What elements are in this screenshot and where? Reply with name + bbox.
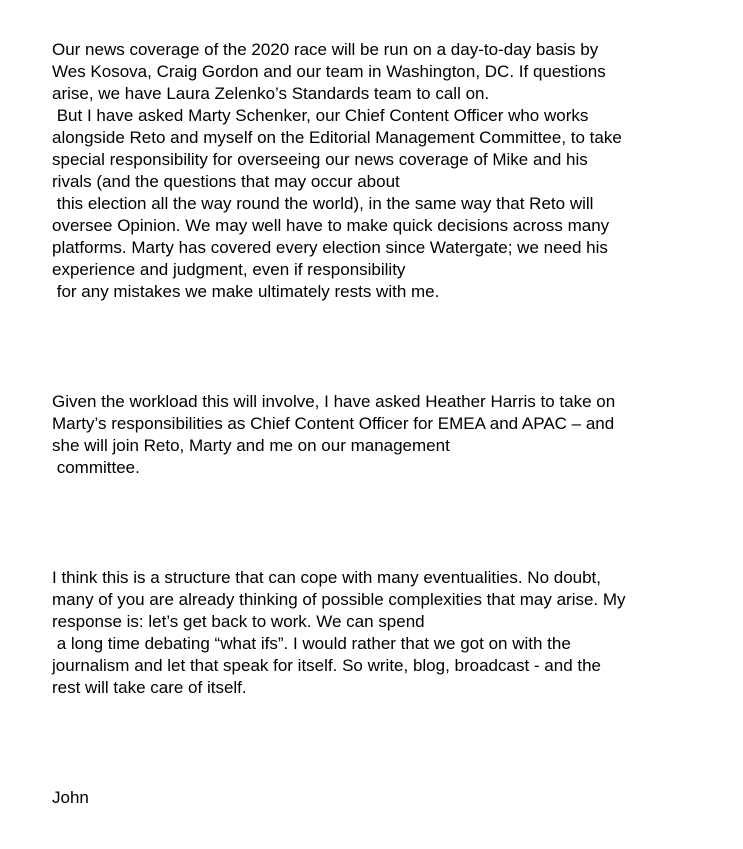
text-line: journalism and let that speak for itself. So write, blog, broadcast - and the (52, 656, 602, 675)
memo-document (52, 39, 732, 809)
paragraph-spacer (52, 479, 732, 567)
text-line: rest will take care of itself. (52, 678, 247, 697)
text-line: platforms. Marty has covered every election since Watergate; we need his (52, 238, 608, 257)
text-line: Marty’s responsibilities as Chief Content Officer for EMEA and APAC – and (52, 414, 615, 433)
text-line: this election all the way round the world), in the same way that Reto will (52, 194, 594, 213)
text-line: many of you are already thinking of possible complexities that may arise. My (52, 590, 626, 609)
text-line: I think this is a structure that can cope with many eventualities. No doubt, (52, 568, 602, 587)
text-line: a long time debating “what ifs”. I would rather that we got on with the (52, 634, 571, 653)
paragraph-structure (52, 567, 732, 699)
text-line: alongside Reto and myself on the Editorial Management Committee, to take (52, 128, 622, 147)
signature-block (52, 787, 732, 809)
text-line: Wes Kosova, Craig Gordon and our team in Washington, DC. If questions (52, 62, 606, 81)
text-line: rivals (and the questions that may occur about (52, 172, 400, 191)
text-line: Given the workload this will involve, I have asked Heather Harris to take on (52, 392, 616, 411)
paragraph-spacer (52, 699, 732, 787)
text-line: for any mistakes we make ultimately rests with me. (52, 282, 440, 301)
text-line: But I have asked Marty Schenker, our Chief Content Officer who works (52, 106, 589, 125)
text-line: response is: let’s get back to work. We can spend (52, 612, 425, 631)
text-line: she will join Reto, Marty and me on our management (52, 436, 450, 455)
text-line: special responsibility for overseeing our news coverage of Mike and his (52, 150, 588, 169)
text-line: Our news coverage of the 2020 race will be run on a day-to-day basis by (52, 40, 599, 59)
signature-name: John (52, 788, 89, 807)
paragraph-workload (52, 391, 732, 479)
text-line: experience and judgment, even if responsibility (52, 260, 406, 279)
text-line: arise, we have Laura Zelenko’s Standards team to call on. (52, 84, 490, 103)
paragraph-spacer (52, 303, 732, 391)
text-line: oversee Opinion. We may well have to make quick decisions across many (52, 216, 610, 235)
text-line: committee. (52, 458, 140, 477)
paragraph-coverage (52, 39, 732, 303)
